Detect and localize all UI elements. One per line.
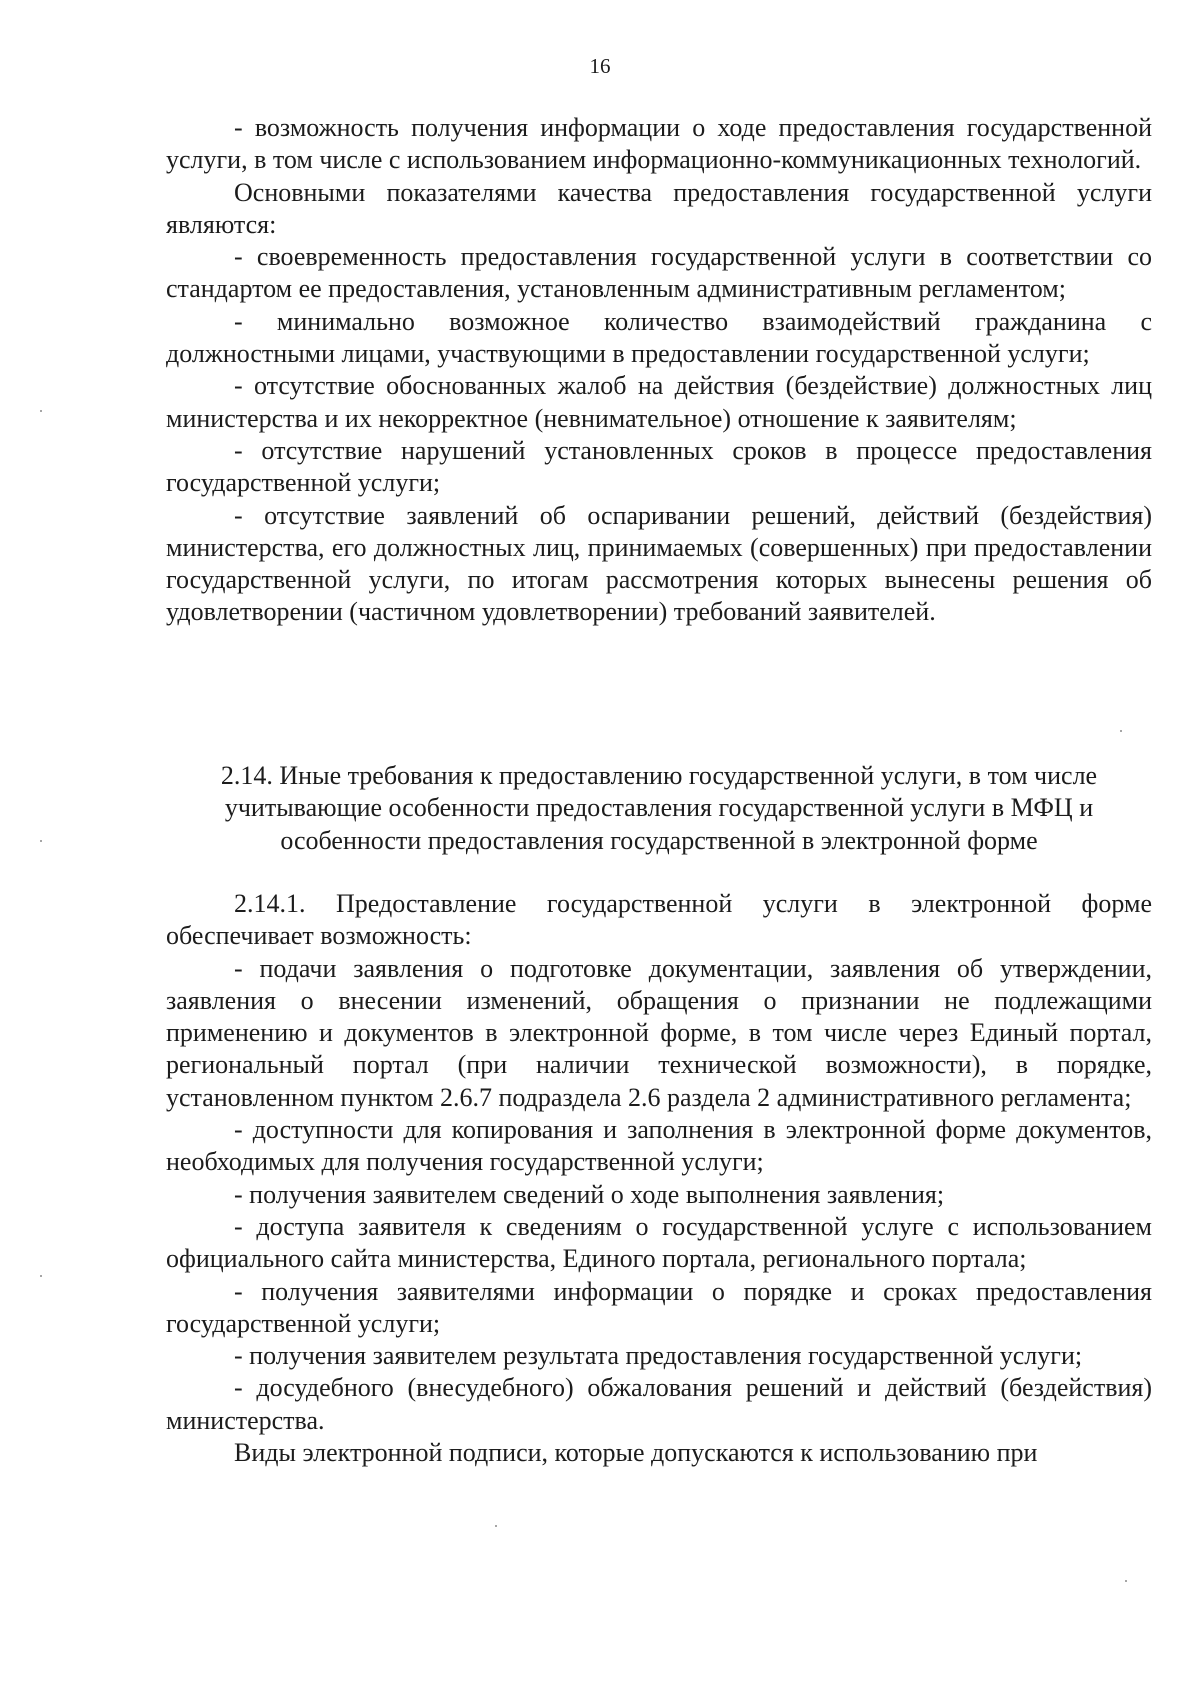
scan-speck xyxy=(1125,1580,1127,1582)
paragraph: - получения заявителями информации о порядке и сроках предоставления государственной услуги; xyxy=(166,1276,1152,1338)
section-heading xyxy=(166,760,1152,857)
page-number: 16 xyxy=(589,54,611,78)
paragraph: - отсутствие обоснованных жалоб на действия (бездействие) должностных лиц министерства и их некорректное (невнимательное) отношение к заявителям; xyxy=(166,371,1152,433)
paragraph: - подачи заявления о подготовке документации, заявления об утверждении, заявления о внесении изменений, обращения о признании не подлежащими применению и документов в электронной форме, в том числе через Единый портал, региональный портал (при наличии технической возможности), в порядке, установленном пунктом 2.6.7 подраздела 2.6 раздела 2 административного регламента; xyxy=(166,953,1152,1112)
scan-speck xyxy=(40,840,42,842)
section-heading-line: 2.14. Иные требования к предоставлению государственной услуги, в том числе xyxy=(220,761,1098,790)
section-heading-line: учитывающие особенности предоставления государственной услуги в МФЦ и xyxy=(224,793,1094,823)
electronic-form-block xyxy=(166,888,1152,1469)
paragraph: - минимально возможное количество взаимодействий гражданина с должностными лицами, участвующими в предоставлении государственной услуги; xyxy=(166,306,1152,369)
paragraph: - отсутствие заявлений об оспаривании решений, действий (бездействия) министерства, его должностных лиц, принимаемых (совершенных) при предоставлении государственной услуги, по итогам рассмотрения которых вынесены решения об удовлетворении (частичном удовлетворении) требований заявителей. xyxy=(166,500,1152,627)
section-heading-line: особенности предоставления государственной в электронной форме xyxy=(280,825,1038,855)
quality-indicators-block xyxy=(166,112,1152,629)
paragraph: - отсутствие нарушений установленных сроков в процессе предоставления государственной услуги; xyxy=(166,435,1152,498)
scan-speck xyxy=(40,410,42,412)
paragraph: Виды электронной подписи, которые допускаются к использованию при xyxy=(234,1438,1038,1468)
paragraph: - досудебного (внесудебного) обжалования решений и действий (бездействия) министерства. xyxy=(166,1373,1152,1435)
paragraph: 2.14.1. Предоставление государственной услуги в электронной форме обеспечивает возможность: xyxy=(166,889,1152,951)
paragraph: Основными показателями качества предоставления государственной услуги являются: xyxy=(166,177,1152,239)
paragraph: - получения заявителем результата предоставления государственной услуги; xyxy=(234,1341,1083,1371)
paragraph: - доступности для копирования и заполнения в электронной форме документов, необходимых для получения государственной услуги; xyxy=(166,1115,1152,1177)
paragraph: - получения заявителем сведений о ходе выполнения заявления; xyxy=(234,1179,945,1209)
scan-speck xyxy=(1120,730,1122,732)
paragraph: - доступа заявителя к сведениям о государственной услуге с использованием официального сайта министерства, Единого портала, регионального портала; xyxy=(166,1211,1152,1274)
scan-speck xyxy=(40,1275,42,1277)
paragraph: - возможность получения информации о ходе предоставления государственной услуги, в том числе с использованием информационно-коммуникационных технологий. xyxy=(166,113,1152,175)
paragraph: - своевременность предоставления государственной услуги в соответствии со стандартом ее предоставления, установленным административным регламентом; xyxy=(166,242,1152,304)
scan-speck xyxy=(495,1525,497,1527)
